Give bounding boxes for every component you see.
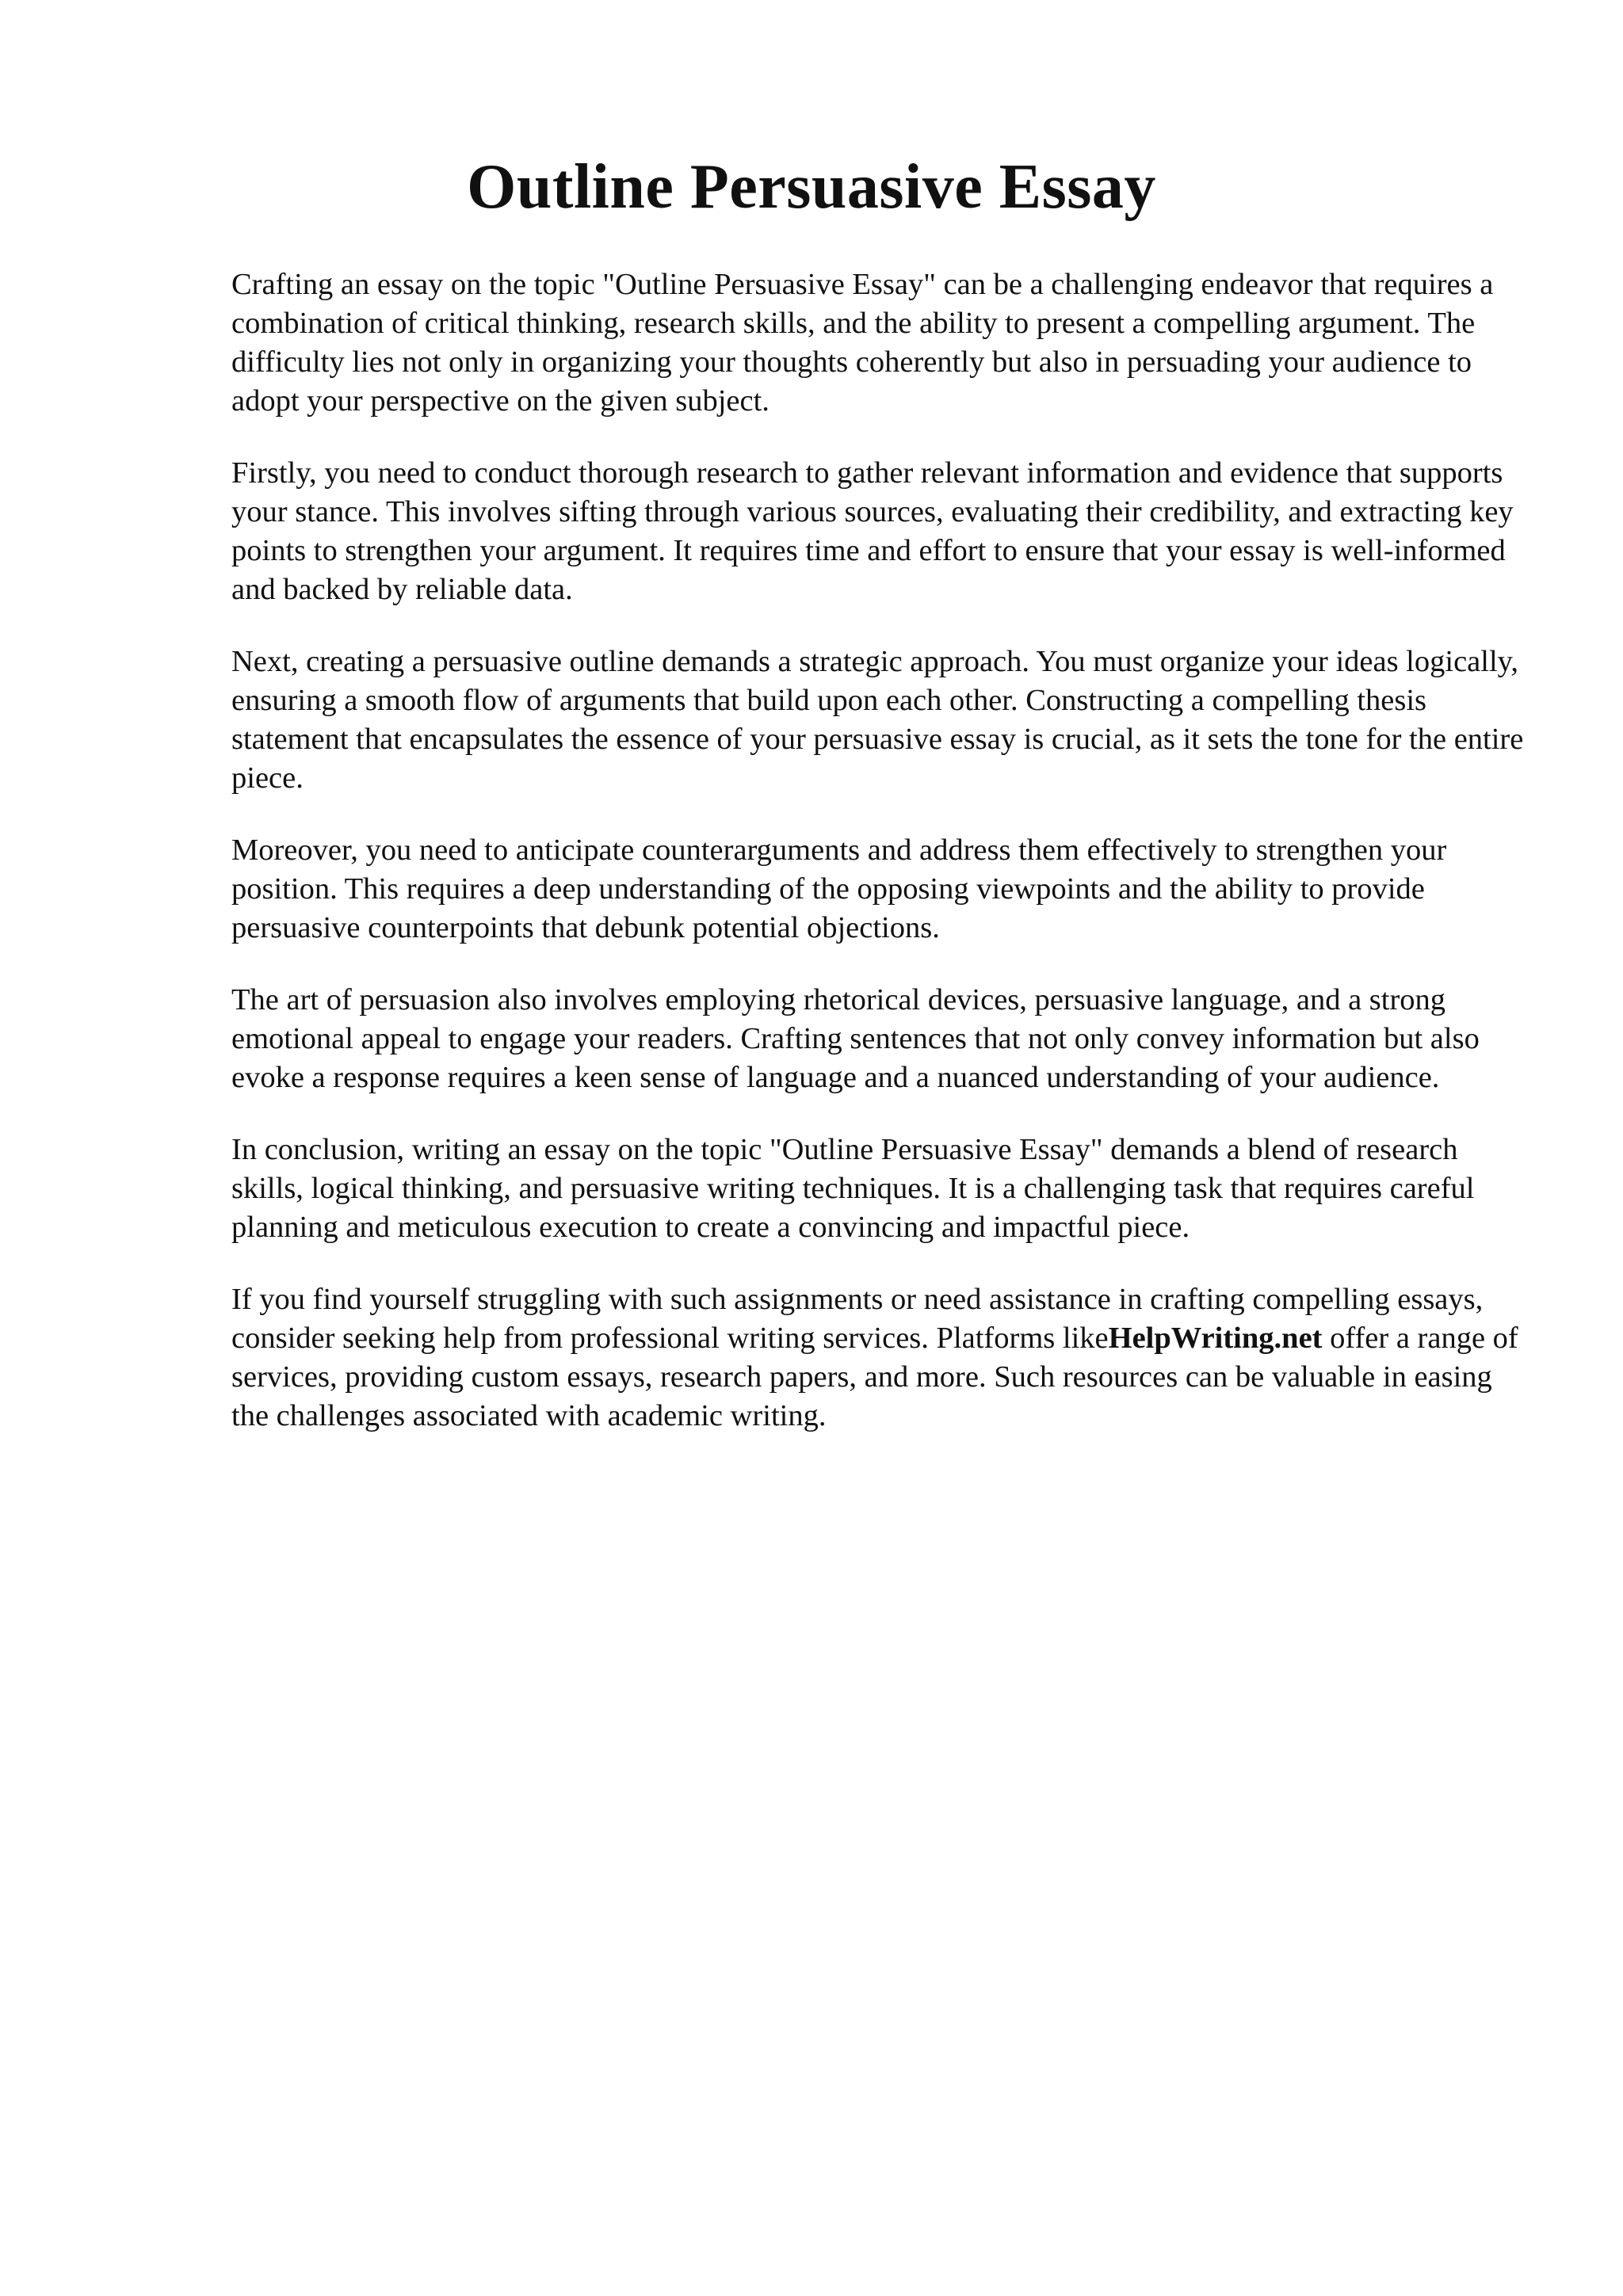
- paragraph-outline: Next, creating a persuasive outline demands a strategic approach. You must organize your ideas logically, ensuring a smooth flow of arguments that build upon each other. Constructing a compelling thesis statement that encapsulates the essence of your persuasive essay is crucial, as it sets the tone for the entire piece.: [231, 645, 1524, 795]
- help-text-before: If you find yourself struggling with such assignments or need assistance in crafting compelling essays, consider seeking help from professional writing services. Platforms like: [231, 1283, 1484, 1355]
- paragraph-conclusion: In conclusion, writing an essay on the topic "Outline Persuasive Essay" demands a blend of research skills, logical thinking, and persuasive writing techniques. It is a challenging task that requires careful planning and meticulous execution to create a convincing and impactful piece.: [231, 1133, 1475, 1244]
- document-title: Outline Persuasive Essay: [467, 152, 1156, 222]
- document-body: [231, 265, 1531, 1469]
- helpwriting-link[interactable]: HelpWriting.net: [1108, 1322, 1323, 1355]
- paragraph-counterarguments: Moreover, you need to anticipate counterarguments and address them effectively to strengthen your position. This requires a deep understanding of the opposing viewpoints and the ability to provide persuasive counterpoints that debunk potential objections.: [231, 833, 1447, 944]
- help-text-after: offer a range of services, providing custom essays, research papers, and more. Such resources can be valuable in easing the challenges associated with academic writing.: [231, 1322, 1518, 1432]
- paragraph-research: Firstly, you need to conduct thorough research to gather relevant information and evidence that supports your stance. This involves sifting through various sources, evaluating their credibility, and extracting key points to strengthen your argument. It requires time and effort to ensure that your essay is well-informed and backed by reliable data.: [231, 456, 1514, 606]
- paragraph-help: [231, 1280, 1531, 1436]
- paragraph-intro: Crafting an essay on the topic "Outline Persuasive Essay" can be a challenging endeavor that requires a combination of critical thinking, research skills, and the ability to present a compelling argument. The difficulty lies not only in organizing your thoughts coherently but also in persuading your audience to adopt your perspective on the given subject.: [231, 268, 1494, 418]
- paragraph-persuasion: The art of persuasion also involves employing rhetorical devices, persuasive language, and a strong emotional appeal to engage your readers. Crafting sentences that not only convey information but also evoke a response requires a keen sense of language and a nuanced understanding of your audience.: [231, 983, 1480, 1094]
